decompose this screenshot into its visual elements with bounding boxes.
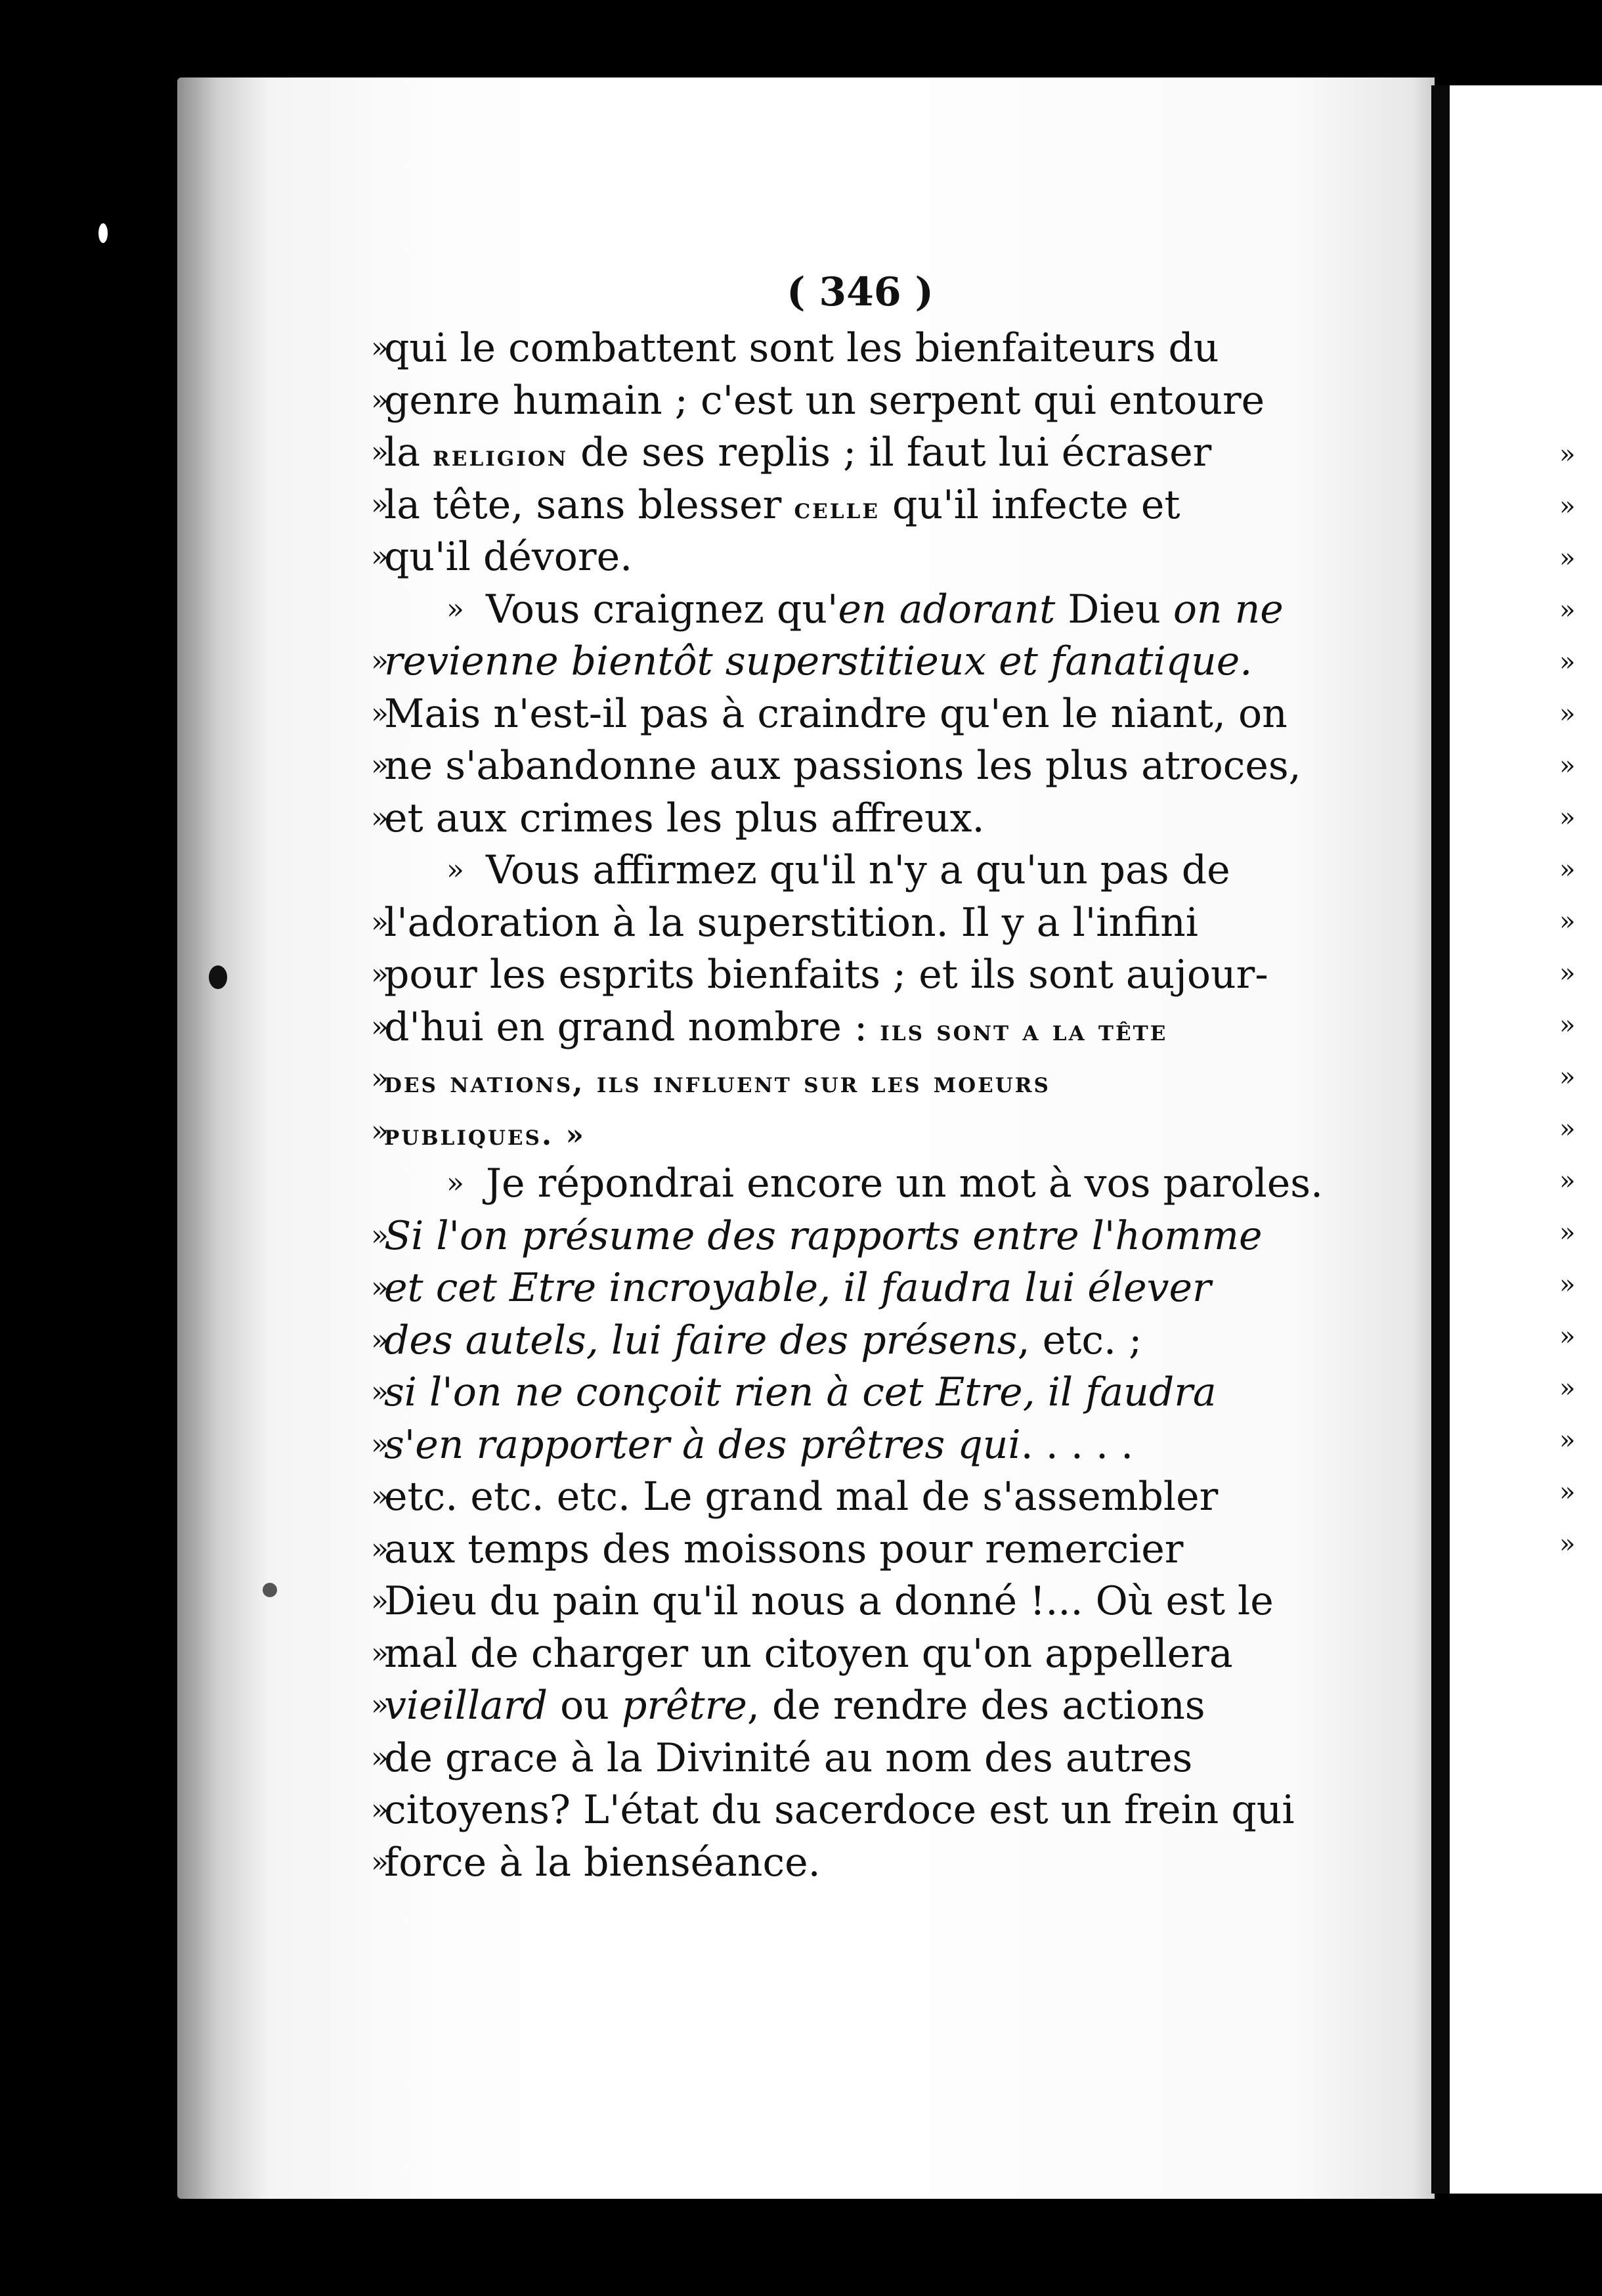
text-line — [384, 1578, 1274, 1624]
facing-quote-mark: » — [1559, 1218, 1576, 1248]
text-line — [384, 952, 1268, 998]
facing-quote-mark: » — [1559, 1321, 1576, 1352]
facing-quote-mark: » — [1559, 803, 1576, 833]
quote-mark: » — [371, 1741, 389, 1775]
text-run: de ses replis ; il faut lui écraser — [568, 430, 1212, 475]
text-line — [384, 1213, 1263, 1259]
text-run: force à la bienséance. — [384, 1840, 821, 1886]
text-line — [384, 638, 1253, 684]
quote-mark: » — [371, 384, 389, 417]
text-line — [384, 1526, 1184, 1572]
facing-page — [1450, 105, 1602, 2194]
text-run: qui le combattent sont les bienfaiteurs du — [384, 325, 1219, 371]
quote-mark: » — [371, 435, 389, 469]
facing-quote-mark: » — [1559, 958, 1576, 988]
page-number: ( 346 ) — [787, 269, 934, 315]
quote-mark: » — [371, 1637, 389, 1670]
quote-mark: » — [371, 1689, 389, 1722]
facing-quote-mark: » — [1559, 751, 1576, 781]
quote-mark: » — [371, 1428, 389, 1461]
scan-border-bottom — [0, 2194, 1602, 2296]
text-run: la — [384, 430, 433, 475]
quote-mark: » — [371, 1010, 389, 1044]
italic-text: vieillard — [384, 1683, 548, 1729]
quote-mark: » — [371, 1793, 389, 1826]
small-caps-text: religion — [433, 439, 569, 473]
quote-mark: » — [446, 1166, 464, 1200]
quote-mark: » — [371, 644, 389, 678]
small-caps-text: publiques. » — [384, 1118, 586, 1152]
quote-mark: » — [371, 331, 389, 364]
text-line — [384, 1265, 1211, 1311]
italic-text: revienne bientôt superstitieux et fanatique. — [384, 638, 1253, 684]
text-line — [384, 1317, 1142, 1363]
ink-speck — [98, 223, 108, 243]
quote-mark: » — [371, 906, 389, 939]
text-line — [486, 1160, 1324, 1206]
facing-quote-mark: » — [1559, 595, 1576, 625]
text-line — [384, 1422, 1134, 1468]
text-line — [384, 1112, 586, 1151]
facing-quote-mark: » — [1559, 647, 1576, 677]
italic-text: Si l'on présume des rapports entre l'homme — [384, 1213, 1263, 1259]
quote-mark: » — [371, 1532, 389, 1566]
text-run: aux temps des moissons pour remercier — [384, 1526, 1184, 1572]
facing-quote-mark: » — [1559, 699, 1576, 729]
text-line — [384, 534, 633, 580]
text-run: Je répondrai encore un mot à vos paroles. — [486, 1160, 1324, 1206]
text-run: . . . . . — [1020, 1422, 1134, 1468]
small-caps-text: des nations, ils influent sur les moeurs — [384, 1066, 1050, 1099]
text-run: qu'il infecte et — [879, 482, 1180, 528]
text-line — [384, 325, 1219, 371]
quote-mark: » — [446, 592, 464, 626]
italic-text: et cet Etre incroyable, il faudra lui élever — [384, 1265, 1211, 1311]
quote-mark: » — [371, 540, 389, 573]
quote-mark: » — [371, 488, 389, 521]
text-run: , etc. ; — [1017, 1317, 1142, 1363]
text-run: de grace à la Divinité au nom des autres — [384, 1735, 1193, 1781]
italic-text: des autels, lui faire des présens — [384, 1317, 1018, 1363]
text-line — [384, 482, 1180, 528]
text-run: Dieu du pain qu'il nous a donné !... Où est le — [384, 1578, 1274, 1624]
text-run: , de rendre des actions — [747, 1683, 1205, 1729]
quote-mark: » — [371, 1115, 389, 1148]
facing-quote-mark: » — [1559, 543, 1576, 573]
italic-text: si l'on ne conçoit rien à cet Etre, il faudra — [384, 1369, 1217, 1415]
ink-speck — [209, 965, 227, 989]
scan-border-top — [0, 0, 1602, 85]
facing-quote-mark: » — [1559, 1010, 1576, 1040]
text-line — [384, 1840, 821, 1886]
italic-text: on ne — [1173, 586, 1284, 632]
text-run: pour les esprits bienfaits ; et ils sont aujour- — [384, 952, 1268, 998]
facing-quote-mark: » — [1559, 1477, 1576, 1507]
italic-text: s'en rapporter à des prêtres qui — [384, 1422, 1021, 1468]
quote-mark: » — [371, 1323, 389, 1357]
text-line — [384, 430, 1212, 475]
facing-quote-mark: » — [1559, 439, 1576, 470]
text-run: mal de charger un citoyen qu'on appellera — [384, 1631, 1233, 1677]
text-line — [384, 1683, 1205, 1729]
text-line — [384, 691, 1288, 737]
quote-mark: » — [371, 1375, 389, 1409]
quote-mark: » — [371, 801, 389, 835]
text-run: genre humain ; c'est un serpent qui entoure — [384, 378, 1265, 424]
text-line — [384, 378, 1265, 424]
text-line — [486, 586, 1284, 632]
quote-mark: » — [371, 749, 389, 782]
text-run: Mais n'est-il pas à craindre qu'en le niant, on — [384, 691, 1288, 737]
text-run: l'adoration à la superstition. Il y a l'infini — [384, 900, 1198, 946]
text-run: etc. etc. etc. Le grand mal de s'assembler — [384, 1474, 1219, 1520]
facing-quote-mark: » — [1559, 1062, 1576, 1092]
ink-speck — [263, 1583, 277, 1597]
text-run: d'hui en grand nombre : — [384, 1004, 880, 1050]
text-run: ne s'abandonne aux passions les plus atroces, — [384, 743, 1301, 789]
text-run: qu'il dévore. — [384, 534, 633, 580]
quote-mark: » — [371, 697, 389, 730]
text-line — [384, 1787, 1295, 1833]
quote-mark: » — [371, 1062, 389, 1095]
text-line — [384, 1735, 1193, 1781]
text-line — [384, 1369, 1217, 1415]
quote-mark: » — [371, 1480, 389, 1513]
text-line — [384, 795, 985, 841]
text-run: Dieu — [1055, 586, 1173, 632]
italic-text: en adorant — [838, 586, 1056, 632]
text-line — [384, 743, 1301, 789]
text-run: et aux crimes les plus affreux. — [384, 795, 985, 841]
text-line — [384, 1631, 1233, 1677]
text-line — [384, 1474, 1219, 1520]
text-line — [384, 900, 1198, 946]
text-line — [384, 1059, 1050, 1099]
quote-mark: » — [371, 1271, 389, 1304]
facing-quote-mark: » — [1559, 491, 1576, 521]
quote-mark: » — [446, 853, 464, 887]
quote-mark: » — [371, 958, 389, 991]
quote-mark: » — [371, 1845, 389, 1879]
italic-text: prêtre — [621, 1683, 747, 1729]
text-run: citoyens? L'état du sacerdoce est un frein qui — [384, 1787, 1295, 1833]
text-line — [384, 1004, 1168, 1050]
quote-mark: » — [371, 1219, 389, 1252]
text-run: Vous craignez qu' — [486, 586, 838, 632]
text-line — [486, 847, 1230, 893]
facing-quote-mark: » — [1559, 854, 1576, 885]
facing-quote-mark: » — [1559, 1269, 1576, 1300]
text-run: ou — [548, 1683, 622, 1729]
text-run: la tête, sans blesser — [384, 482, 794, 528]
facing-quote-mark: » — [1559, 1114, 1576, 1144]
small-caps-text: celle — [794, 492, 880, 525]
quote-mark: » — [371, 1584, 389, 1618]
text-run: Vous affirmez qu'il n'y a qu'un pas de — [486, 847, 1230, 893]
small-caps-text: ils sont a la tête — [880, 1014, 1168, 1048]
scan-border-left — [0, 0, 197, 2296]
facing-quote-mark: » — [1559, 1425, 1576, 1455]
book-spine — [1431, 85, 1450, 2194]
facing-quote-mark: » — [1559, 1166, 1576, 1196]
facing-quote-mark: » — [1559, 1373, 1576, 1403]
facing-quote-mark: » — [1559, 1529, 1576, 1559]
facing-quote-mark: » — [1559, 906, 1576, 937]
